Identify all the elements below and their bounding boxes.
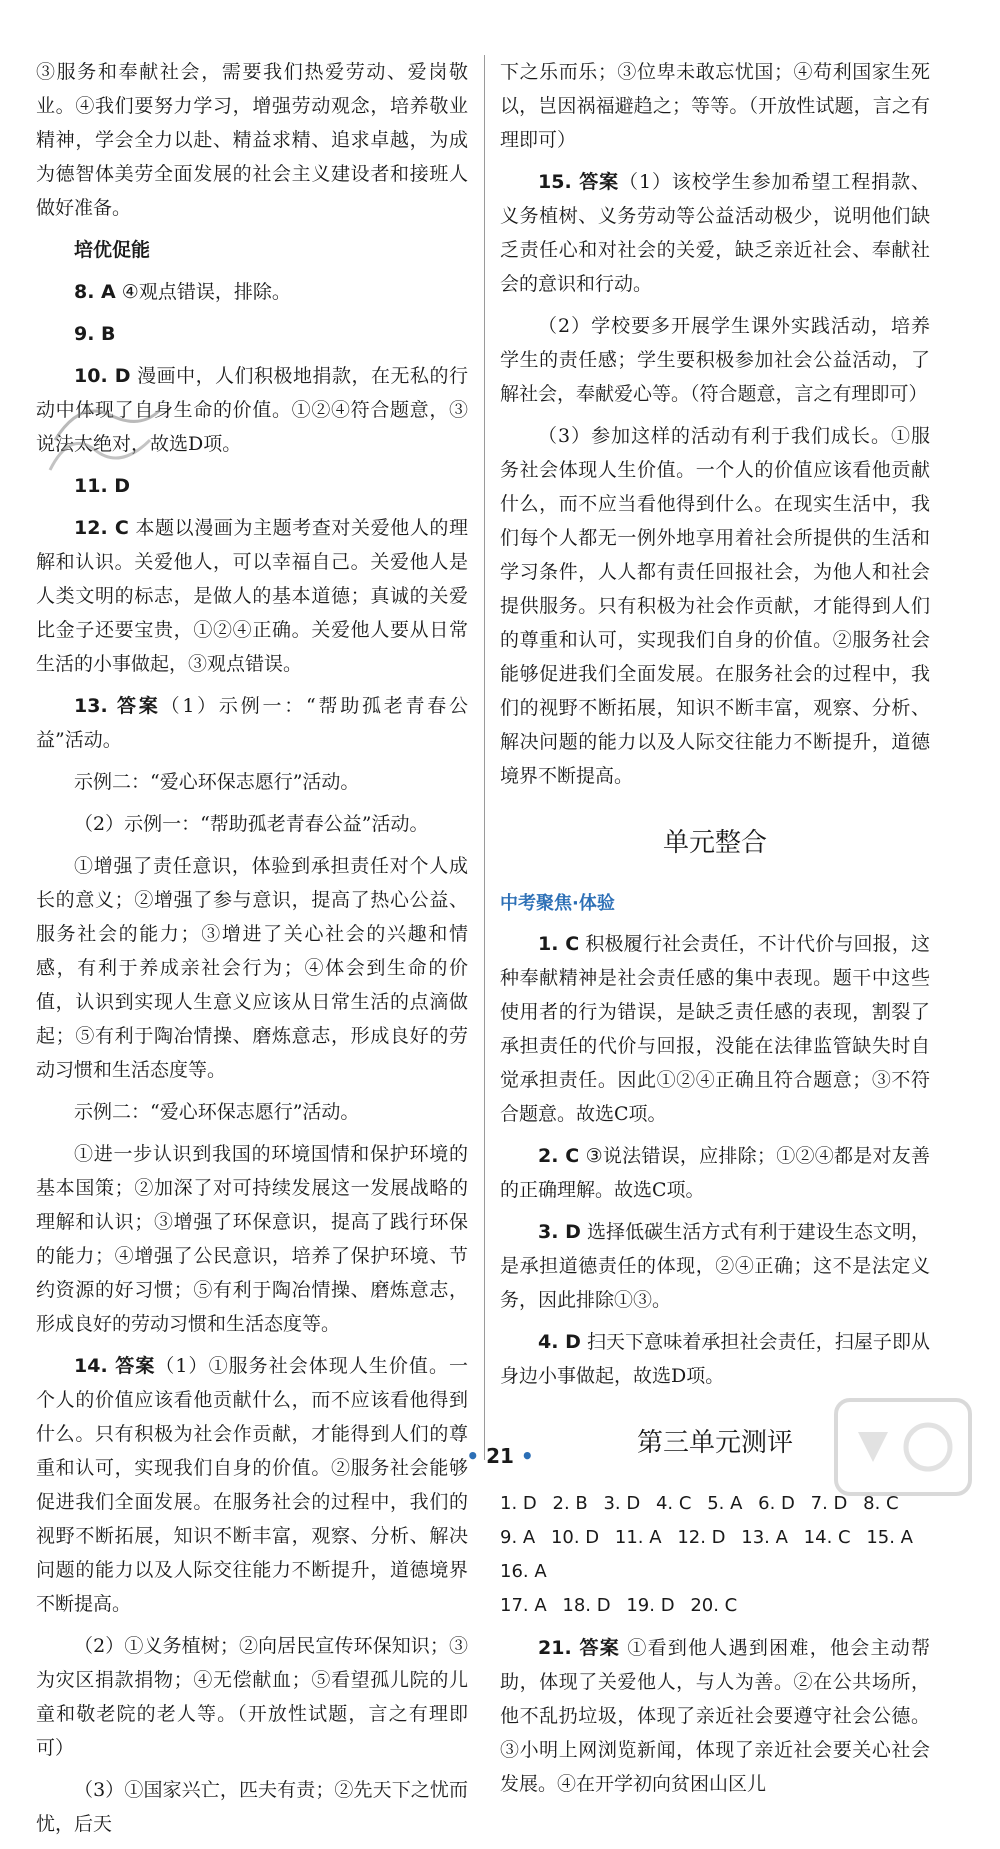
- answer-text: 积极履行社会责任，不计代价与回报，这种奉献精神是社会责任感的集中表现。题干中这些使用者的行为错误，是缺乏责任感的表现，割裂了承担责任的代价与回报，没能在法律监管缺失时自觉承担责任。因此①②④正确且符合题意；③不符合题意。故选C项。: [500, 933, 930, 1125]
- handwritten-mark-icon: [40, 380, 170, 500]
- answer-key-row: [500, 1521, 930, 1589]
- paragraph: （3）参加这样的活动有利于我们成长。①服务社会体现人生价值。一个人的价值应该看他贡献什么，而不应当看他得到什么。在现实生活中，我们每个人都无一例外地享用着社会所提供的生活和学习条件，人人都有责任回报社会，为他人和社会提供服务。只有积极为社会作贡献，才能得到人们的尊重和认可，实现我们自身的价值。②服务社会能够促进我们全面发展。在服务社会的过程中，我们的视野不断拓展，知识不断丰富，观察、分析、解决问题的能力以及人际交往能力不断提升，道德境界不断提高。: [500, 425, 930, 787]
- answer-text: 扫天下意味着承担社会责任，扫屋子即从身边小事做起，故选D项。: [500, 1331, 930, 1387]
- answer-21: [500, 1631, 930, 1801]
- left-column: [36, 55, 468, 1849]
- answer-key-item: 7. D: [810, 1493, 848, 1514]
- answer-key-item: 6. D: [758, 1493, 795, 1514]
- question-number: 4. D: [538, 1331, 581, 1353]
- answer-14: [36, 1349, 468, 1621]
- paragraph: （3）①国家兴亡，匹夫有责；②先天下之忧而忧，后天: [36, 1779, 468, 1835]
- paragraph: ①增强了责任意识，体验到承担责任对个人成长的意义；②增强了参与意识，提高了热心公益、服务社会的能力；③增进了关心社会的兴趣和情感，有利于养成亲社会行为；④体会到生命的价值，认识到实现人生意义应该从日常生活的点滴做起；⑤有利于陶冶情操、磨炼意志，形成良好的劳动习惯和生活态度等。: [36, 855, 468, 1081]
- answer-key-item: 1. D: [500, 1493, 537, 1514]
- answer-label: 21. 答案: [538, 1637, 621, 1659]
- answer-key-item: 8. C: [863, 1493, 899, 1514]
- answer-key-item: 10. D: [550, 1527, 600, 1548]
- answer-label: 13. 答案: [74, 695, 161, 717]
- question-number: 2. C: [538, 1145, 580, 1167]
- answer-key-item: 11. A: [614, 1527, 662, 1548]
- question-number: 3. D: [538, 1221, 581, 1243]
- answer-label: 14. 答案: [74, 1355, 156, 1377]
- answer-key: [500, 1487, 930, 1623]
- section-title: 第三单元测评: [636, 1428, 793, 1458]
- paragraph: （2）①义务植树；②向居民宣传环保知识；③为灾区捐款捐物；④无偿献血；⑤看望孤儿院的儿童和敬老院的老人等。（开放性试题，言之有理即可）: [36, 1635, 468, 1759]
- paragraph: ③服务和奉献社会，需要我们热爱劳动、爱岗敬业。④我们要努力学习，增强劳动观念，培养敬业精神，学会全力以赴、精益求精、追求卓越，为成为德智体美劳全面发展的社会主义建设者和接班人做好准备。: [36, 61, 468, 219]
- paragraph: （2）学校要多开展学生课外实践活动，培养学生的责任感；学生要积极参加社会公益活动，了解社会，奉献爱心等。（符合题意，言之有理即可）: [500, 315, 930, 405]
- page-number-value: 21: [486, 1444, 514, 1468]
- answer-text: ③说法错误，应排除；①②④都是对友善的正确理解。故选C项。: [500, 1145, 931, 1201]
- paragraph: 示例二：“爱心环保志愿行”活动。: [74, 1101, 360, 1123]
- paragraph: 下之乐而乐；③位卑未敢忘忧国；④苟利国家生死以，岂因祸福避趋之；等等。（开放性试题，言之有理即可）: [500, 61, 930, 151]
- answer-text: 本题以漫画为主题考查对关爱他人的理解和认识。关爱他人，可以幸福自己。关爱他人是人类文明的标志，是做人的基本道德；真诚的关爱比金子还要宝贵，①②④正确。关爱他人要从日常生活的小事做起，③观点错误。: [36, 517, 469, 675]
- unit-answer-3: [500, 1215, 930, 1317]
- paragraph: 示例二：“爱心环保志愿行”活动。: [74, 771, 360, 793]
- answer-key-item: 16. A: [500, 1561, 547, 1582]
- unit-answer-4: [500, 1325, 930, 1393]
- question-number: 12. C: [74, 517, 129, 539]
- answer-13: [36, 689, 468, 757]
- answer-text: ④观点错误，排除。: [115, 281, 291, 303]
- question-number: 10. D: [74, 365, 131, 387]
- answer-key-row: [500, 1589, 930, 1623]
- answer-key-item: 20. C: [690, 1595, 738, 1616]
- bullet-icon: •: [520, 1444, 534, 1468]
- question-number: 1. C: [538, 933, 580, 955]
- question-number: 11. D: [74, 475, 131, 497]
- bullet-icon: •: [466, 1444, 480, 1468]
- unit-answer-1: [500, 927, 930, 1131]
- answer-key-item: 2. B: [552, 1493, 588, 1514]
- answer-key-item: 19. D: [626, 1595, 675, 1616]
- answer-8: [36, 275, 468, 309]
- unit-answer-2: [500, 1139, 930, 1207]
- answer-key-item: 18. D: [562, 1595, 611, 1616]
- answer-key-item: 13. A: [741, 1527, 788, 1548]
- answer-key-item: 15. A: [866, 1527, 913, 1548]
- answer-key-item: 9. A: [500, 1527, 536, 1548]
- answer-text: （1）①服务社会体现人生价值。一个人的价值应该看他贡献什么，而不应该看他得到什么。只有积极为社会作贡献，才能得到人们的尊重和认可，实现我们自身的价值。②服务社会能够促进我们全面发展。在服务社会的过程中，我们的视野不断拓展，知识不断丰富，观察、分析、解决问题的能力以及人际交往能力不断提升，道德境界不断提高。: [36, 1355, 469, 1615]
- answer-text: 漫画中，人们积极地捐款，在无私的行动中体现了自身生命的价值。①②④符合题意，③说法太绝对，故选D项。: [36, 365, 468, 455]
- answer-key-item: 17. A: [500, 1595, 547, 1616]
- right-column: [500, 55, 930, 1809]
- answer-label: 15. 答案: [538, 171, 620, 193]
- answer-9: [36, 317, 468, 351]
- question-number: 8. A: [74, 281, 116, 303]
- paragraph: （2）示例一：“帮助孤老青春公益”活动。: [74, 813, 429, 835]
- watermark-logo-icon: [828, 1392, 978, 1502]
- answer-key-item: 14. C: [803, 1527, 851, 1548]
- answer-12: [36, 511, 468, 681]
- section-heading: 培优促能: [74, 239, 151, 261]
- answer-key-item: 4. C: [655, 1493, 692, 1514]
- answer-text: （1）示例一：“帮助孤老青春公益”活动。: [36, 695, 468, 751]
- paragraph: ①进一步认识到我国的环境国情和保护环境的基本国策；②加深了对可持续发展这一发展战略的理解和认识；③增强了环保意识，提高了践行环保的能力；④增强了公民意识，培养了保护环境、节约资源的好习惯；⑤有利于陶冶情操、磨炼意志，形成良好的劳动习惯和生活态度等。: [36, 1143, 468, 1335]
- question-number: 9. B: [74, 323, 116, 345]
- section-title: 单元整合: [662, 828, 767, 858]
- answer-text: （1）该校学生参加希望工程捐款、义务植树、义务劳动等公益活动极少，说明他们缺乏责任心和对社会的关爱，缺乏亲近社会、奉献社会的意识和行动。: [500, 171, 930, 295]
- answer-key-item: 3. D: [603, 1493, 641, 1514]
- answer-key-item: 12. D: [677, 1527, 726, 1548]
- answer-text: 选择低碳生活方式有利于建设生态文明，是承担道德责任的体现，②④正确；这不是法定义务，因此排除①③。: [500, 1221, 930, 1311]
- answer-text: ①看到他人遇到困难，他会主动帮助，体现了关爱他人，与人为善。②在公共场所，他不乱扔垃圾，体现了亲近社会要遵守社会公德。③小明上网浏览新闻，体现了亲近社会要关心社会发展。④在开学初向贫困山区儿: [500, 1637, 930, 1795]
- answer-15: [500, 165, 930, 301]
- column-divider: [484, 55, 485, 1460]
- sub-heading: 中考聚焦·体验: [500, 893, 615, 914]
- answer-key-item: 5. A: [707, 1493, 743, 1514]
